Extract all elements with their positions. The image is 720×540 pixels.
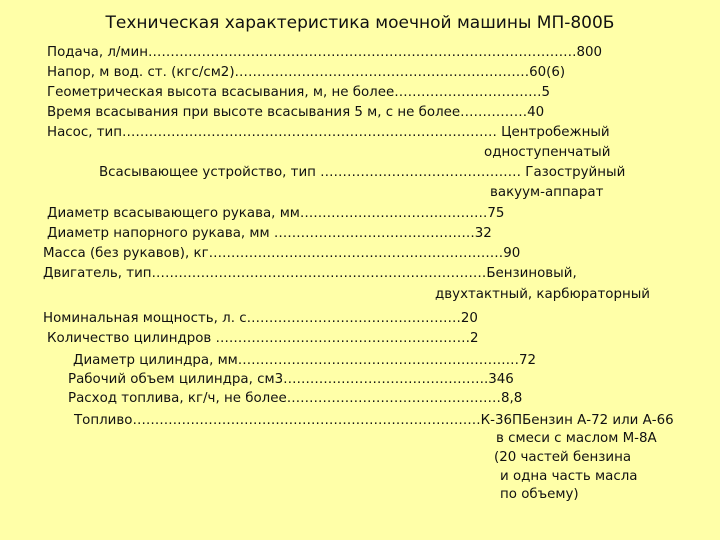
spec-line-suction-time: Время всасывания при высоте всасывания 5 м, с не более……………40 [47, 105, 545, 120]
spec-line-power: Номинальная мощность, л. с…………………………………………20 [43, 311, 478, 326]
spec-line-fuel-consumption: Расход топлива, кг/ч, не более…………………………………………8,8 [68, 391, 523, 406]
spec-line-pressure: Напор, м вод. ст. (кгс/см2)…………………………………………………………60(6) [47, 65, 566, 80]
spec-line-supply: Подача, л/мин……………………………………………………………………………………800 [47, 45, 603, 60]
spec-line-cylinders: Количество цилиндров …………………………………………………2 [47, 331, 479, 346]
spec-line-fuel-cont-3: и одна часть масла [500, 469, 638, 484]
spec-line-suction-height: Геометрическая высота всасывания, м, не более……………………………5 [47, 85, 551, 100]
spec-line-fuel: Топливо……………………………………………………………………К-36ПБензин А-72 или А-66 [74, 413, 674, 428]
spec-line-suction-hose: Диаметр всасывающего рукава, мм……………………………………75 [47, 206, 505, 221]
spec-line-displacement: Рабочий объем цилиндра, см3……………………………………….346 [68, 372, 514, 387]
spec-line-cylinder-diameter: Диаметр цилиндра, мм………………………………………………………72 [73, 353, 537, 368]
spec-line-suction-device-cont: вакуум-аппарат [490, 185, 604, 200]
spec-line-mass: Масса (без рукавов), кг…………………………………………………………90 [43, 246, 521, 261]
spec-line-fuel-cont-1: в смеси с маслом М-8А [496, 431, 657, 446]
spec-line-pump-type: Насос, тип………………………………………………………………………… Центробежный [47, 125, 610, 140]
spec-line-fuel-cont-2: (20 частей бензина [494, 450, 632, 465]
spec-line-pressure-hose: Диаметр напорного рукава, мм ………………………………………32 [47, 226, 492, 241]
document-title: Техническая характеристика моечной машины МП-800Б [105, 13, 615, 33]
spec-line-engine-type: Двигатель, тип…………………………………………………………………Бензиновый, [43, 266, 577, 281]
spec-line-pump-type-cont: одноступенчатый [484, 145, 611, 160]
spec-line-fuel-cont-4: по объему) [500, 487, 579, 502]
spec-line-suction-device: Всасывающее устройство, тип ……………………………………… Газоструйный [99, 165, 626, 180]
spec-line-engine-type-cont: двухтактный, карбюраторный [435, 287, 650, 302]
